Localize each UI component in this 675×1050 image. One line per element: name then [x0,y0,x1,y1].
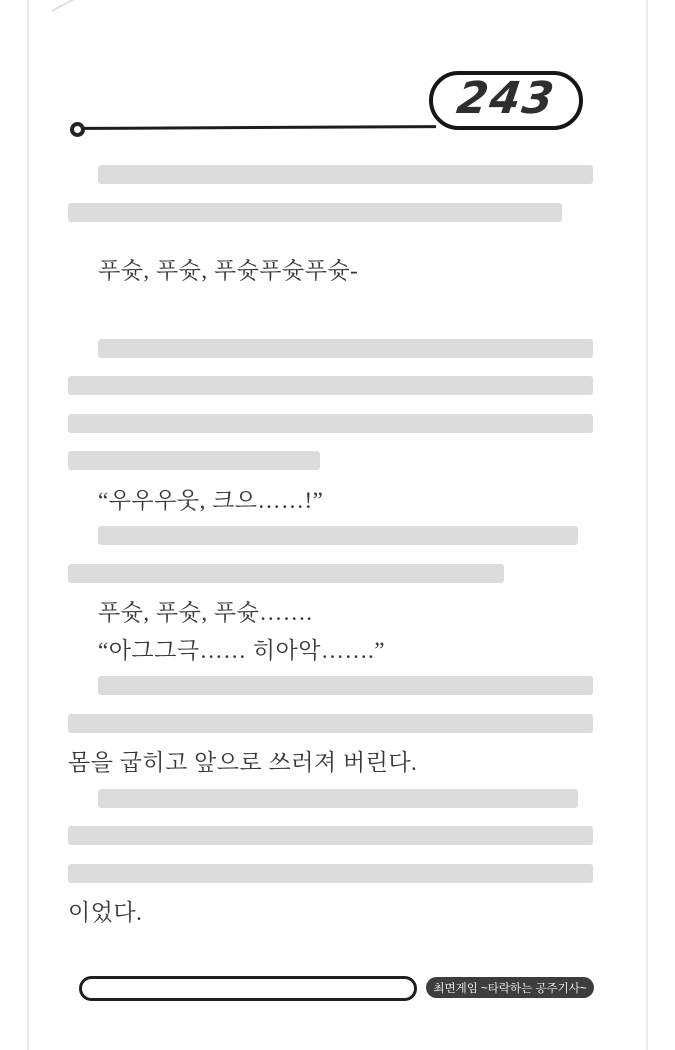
redaction-bar [98,165,593,184]
redaction-bar [68,414,593,433]
redaction-bar [68,826,593,845]
header-rule [84,125,436,130]
redacted-text-line [68,156,593,194]
redacted-text-line [68,517,593,555]
header-ring-icon [70,122,85,137]
redacted-text-line [68,330,593,368]
page-number: 243 [453,72,559,124]
redacted-text-line [68,442,593,480]
redaction-bar [98,676,593,695]
footer-pill [79,976,417,1001]
redacted-text-line [68,667,593,705]
series-title-badge [426,977,594,998]
page-edge-right [646,0,648,1050]
redaction-bar [68,203,562,222]
redaction-bar [68,564,504,583]
text-line: 이었다. [68,900,143,926]
body-text [68,156,593,930]
text-line: “우우우웃, 크으……!” [98,487,324,513]
text-line: 푸슛, 푸슛, 푸슛푸슛푸슛- [98,258,359,284]
redaction-bar [98,526,578,545]
redaction-bar [98,339,593,358]
redaction-bar [68,376,593,395]
redaction-bar [98,789,578,808]
text-line: 몸을 굽히고 앞으로 쓰러져 버린다. [68,750,418,776]
redacted-text-line [68,367,593,405]
page-edge-left [27,0,29,1050]
page-number-badge [429,71,583,130]
redacted-text-line [68,780,593,818]
redacted-text-line [68,705,593,743]
series-title: 최면게임 ~타락하는 공주기사~ [433,982,587,995]
scan-corner-mark [51,0,78,12]
text-line: 푸슛, 푸슛, 푸슛……. [98,600,313,626]
redaction-bar [68,864,593,883]
redacted-text-line [68,855,593,893]
text-line: “아그그극…… 히아악…….” [98,637,385,663]
redacted-text-line [68,405,593,443]
redaction-bar [68,451,320,470]
redacted-text-line [68,817,593,855]
redacted-text-line [68,194,593,232]
redacted-text-line [68,555,593,593]
redaction-bar [68,714,593,733]
